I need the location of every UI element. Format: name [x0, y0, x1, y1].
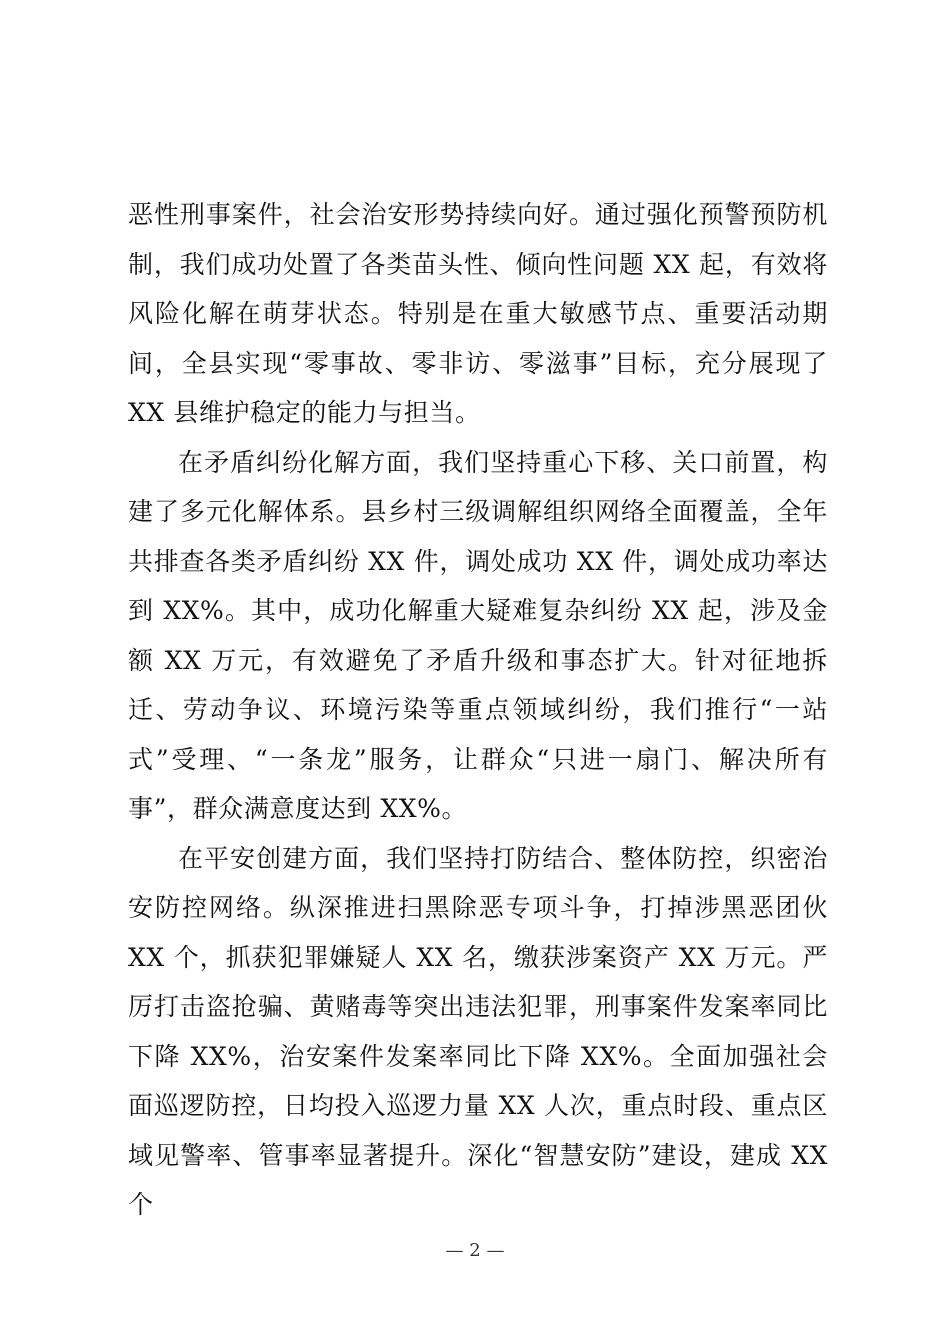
document-body — [128, 190, 837, 1230]
page-number: — 2 — — [445, 1240, 505, 1261]
paragraph-dispute-resolution: 在矛盾纠纷化解方面，我们坚持重心下移、关口前置，构建了多元化解体系。县乡村三级调解组织网络全面覆盖，全年共排查各类矛盾纠纷 XX 件，调处成功 XX 件，调处成功率达到 XX%。其中，成功化解重大疑难复杂纠纷 XX 起，涉及金额 XX 万元，有效避免了矛盾升级和事态扩大。针对征地拆迁、劳动争议、环境污染等重点领域纠纷，我们推行“一站式”受理、“一条龙”服务，让群众“只进一扇门、解决所有事”，群众满意度达到 XX%。 — [128, 447, 828, 823]
paragraph-continuation: 恶性刑事案件，社会治安形势持续向好。通过强化预警预防机制，我们成功处置了各类苗头性、倾向性问题 XX 起，有效将风险化解在萌芽状态。特别是在重大敏感节点、重要活动期间，全县实现“零事故、零非访、零滋事”目标，充分展现了 XX 县维护稳定的能力与担当。 — [128, 200, 837, 427]
paragraph-safety-building: 在平安创建方面，我们坚持打防结合、整体防控，织密治安防控网络。纵深推进扫黑除恶专项斗争，打掉涉黑恶团伙 XX 个，抓获犯罪嫌疑人 XX 名，缴获涉案资产 XX 万元。严厉打击盗抢骗、黄赌毒等突出违法犯罪，刑事案件发案率同比下降 XX%，治安案件发案率同比下降 XX%。全面加强社会面巡逻防控，日均投入巡逻力量 XX 人次，重点时段、重点区域见警率、管事率显著提升。深化“智慧安防”建设，建成 XX 个 — [128, 843, 837, 1219]
